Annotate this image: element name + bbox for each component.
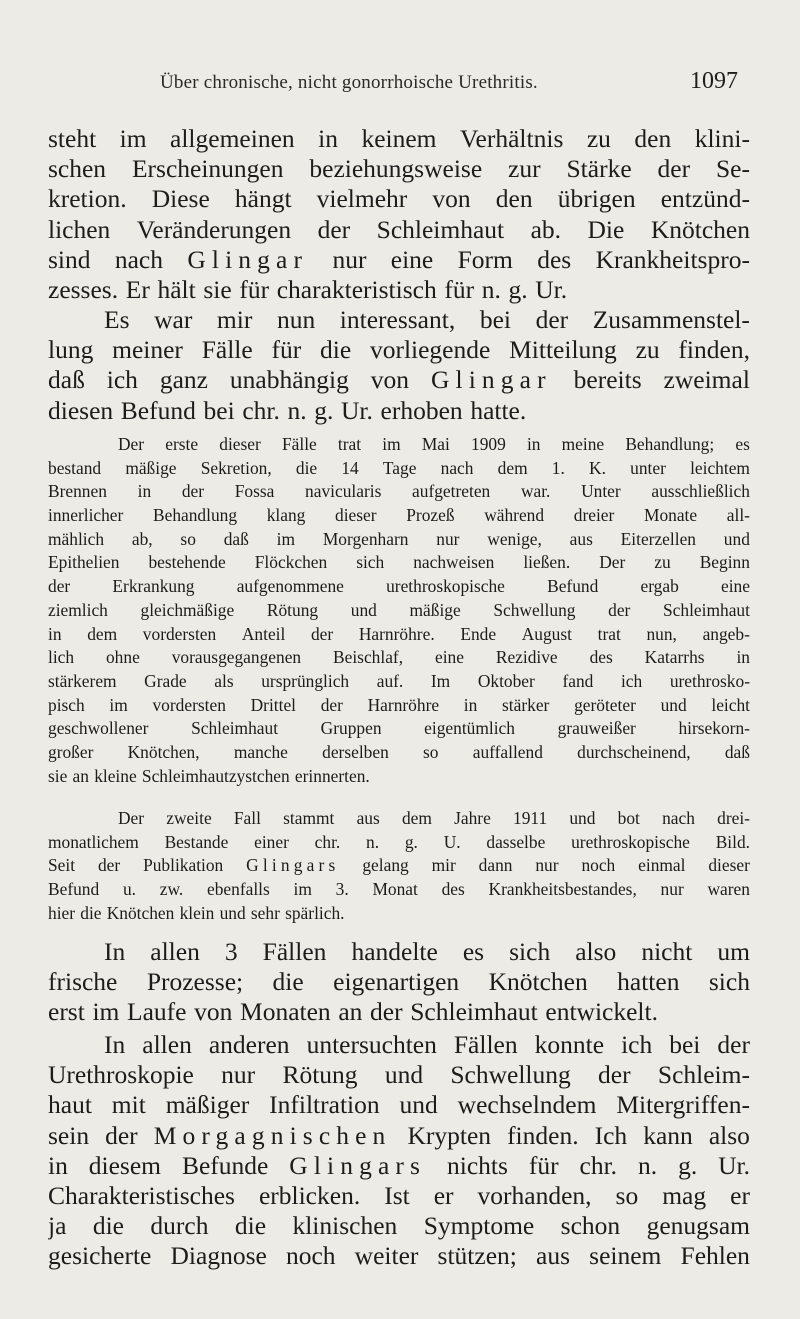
text-line: sind nach Glingar nur eine Form des Krankheitspro- <box>48 244 750 274</box>
text-line: gesicherte Diagnose noch weiter stützen; aus seinem Fehlen <box>48 1241 750 1271</box>
text-line: In allen anderen untersuchten Fällen konnte ich bei der <box>104 1030 750 1059</box>
text-line: innerlicher Behandlung klang dieser Prozeß während dreier Monate all- <box>48 505 750 526</box>
text-line: ziemlich gleichmäßige Rötung und mäßige Schwellung der Schleimhaut <box>48 599 750 620</box>
text-line: haut mit mäßiger Infiltration und wechselndem Mitergriffen- <box>48 1090 750 1120</box>
text-line: Brennen in der Fossa navicularis aufgetreten war. Unter ausschließlich <box>48 481 750 502</box>
text-line: schen Erscheinungen beziehungsweise zur Stärke der Se- <box>48 154 750 184</box>
text-line: ja die durch die klinischen Symptome schon genugsam <box>48 1211 750 1241</box>
text-line: kretion. Diese hängt vielmehr von den übrigen entzünd- <box>48 184 750 214</box>
text-line: diesen Befund bei chr. n. g. Ur. erhoben hatte. <box>48 395 527 425</box>
text-line: mählich ab, so daß im Morgenharn nur wenige, aus Eiterzellen und <box>48 528 750 549</box>
text-line: Urethroskopie nur Rötung und Schwellung der Schleim- <box>48 1060 750 1090</box>
text-line: hier die Knötchen klein und sehr spärlich. <box>48 902 345 923</box>
text-line: sie an kleine Schleimhautzystchen erinnerten. <box>48 765 370 786</box>
running-title: Über chronische, nicht gonorrhoische Urethritis. <box>160 72 538 93</box>
paragraph-3 <box>48 937 750 1028</box>
text-line: lung meiner Fälle für die vorliegende Mitteilung zu finden, <box>48 335 750 365</box>
text-line: steht im allgemeinen in keinem Verhältnis zu den klini- <box>48 124 750 153</box>
text-line: Es war mir nun interessant, bei der Zusammenstel- <box>104 305 750 334</box>
text-line: Epithelien bestehende Flöckchen sich nachweisen ließen. Der zu Beginn <box>48 552 750 573</box>
text-line: Der zweite Fall stammt aus dem Jahre 1911 und bot nach drei- <box>118 808 750 828</box>
text-line: pisch im vordersten Drittel der Harnröhre in stärker geröteter und leicht <box>48 694 750 715</box>
text-line: lichen Veränderungen der Schleimhaut ab. Die Knötchen <box>48 214 750 244</box>
paragraph-1 <box>48 124 750 305</box>
text-line: daß ich ganz unabhängig von Glingar bereits zweimal <box>48 365 750 395</box>
text-line: erst im Laufe von Monaten an der Schleimhaut entwickelt. <box>48 997 658 1027</box>
text-line: stärkerem Grade als ursprünglich auf. Im Oktober fand ich urethrosko- <box>48 670 750 691</box>
text-line: Seit der Publikation Glingars gelang mir dann nur noch einmal dieser <box>48 855 750 876</box>
text-line: Der erste dieser Fälle trat im Mai 1909 in meine Behandlung; es <box>118 434 750 454</box>
text-line: sein der Morgagnischen Krypten finden. Ich kann also <box>48 1120 750 1150</box>
text-line: Charakteristisches erblicken. Ist er vorhanden, so mag er <box>48 1180 750 1210</box>
case-report-1 <box>48 433 750 788</box>
text-line: in dem vordersten Anteil der Harnröhre. Ende August trat nun, angeb- <box>48 623 750 644</box>
text-line: lich ohne vorausgegangenen Beischlaf, eine Rezidive des Katarrhs in <box>48 647 750 668</box>
paragraph-2 <box>48 305 750 426</box>
text-line: monatlichem Bestande einer chr. n. g. U. dasselbe urethroskopische Bild. <box>48 831 750 852</box>
text-line: Befund u. zw. ebenfalls im 3. Monat des Krankheitsbestandes, nur waren <box>48 879 750 900</box>
text-line: in diesem Befunde Glingars nichts für chr. n. g. Ur. <box>48 1150 750 1180</box>
text-line: der Erkrankung aufgenommene urethroskopische Befund ergab eine <box>48 576 750 597</box>
paragraph-4 <box>48 1030 750 1272</box>
text-line: bestand mäßige Sekretion, die 14 Tage nach dem 1. K. unter leichtem <box>48 457 750 478</box>
case-report-2 <box>48 807 750 925</box>
text-line: In allen 3 Fällen handelte es sich also nicht um <box>104 937 750 966</box>
running-head <box>50 68 740 98</box>
page-number: 1097 <box>690 68 738 94</box>
text-line: frische Prozesse; die eigenartigen Knötchen hatten sich <box>48 967 750 997</box>
text-line: geschwollener Schleimhaut Gruppen eigentümlich grauweißer hirsekorn- <box>48 718 750 739</box>
text-line: zesses. Er hält sie für charakteristisch für n. g. Ur. <box>48 274 568 304</box>
text-line: großer Knötchen, manche derselben so auffallend durchscheinend, daß <box>48 741 750 762</box>
